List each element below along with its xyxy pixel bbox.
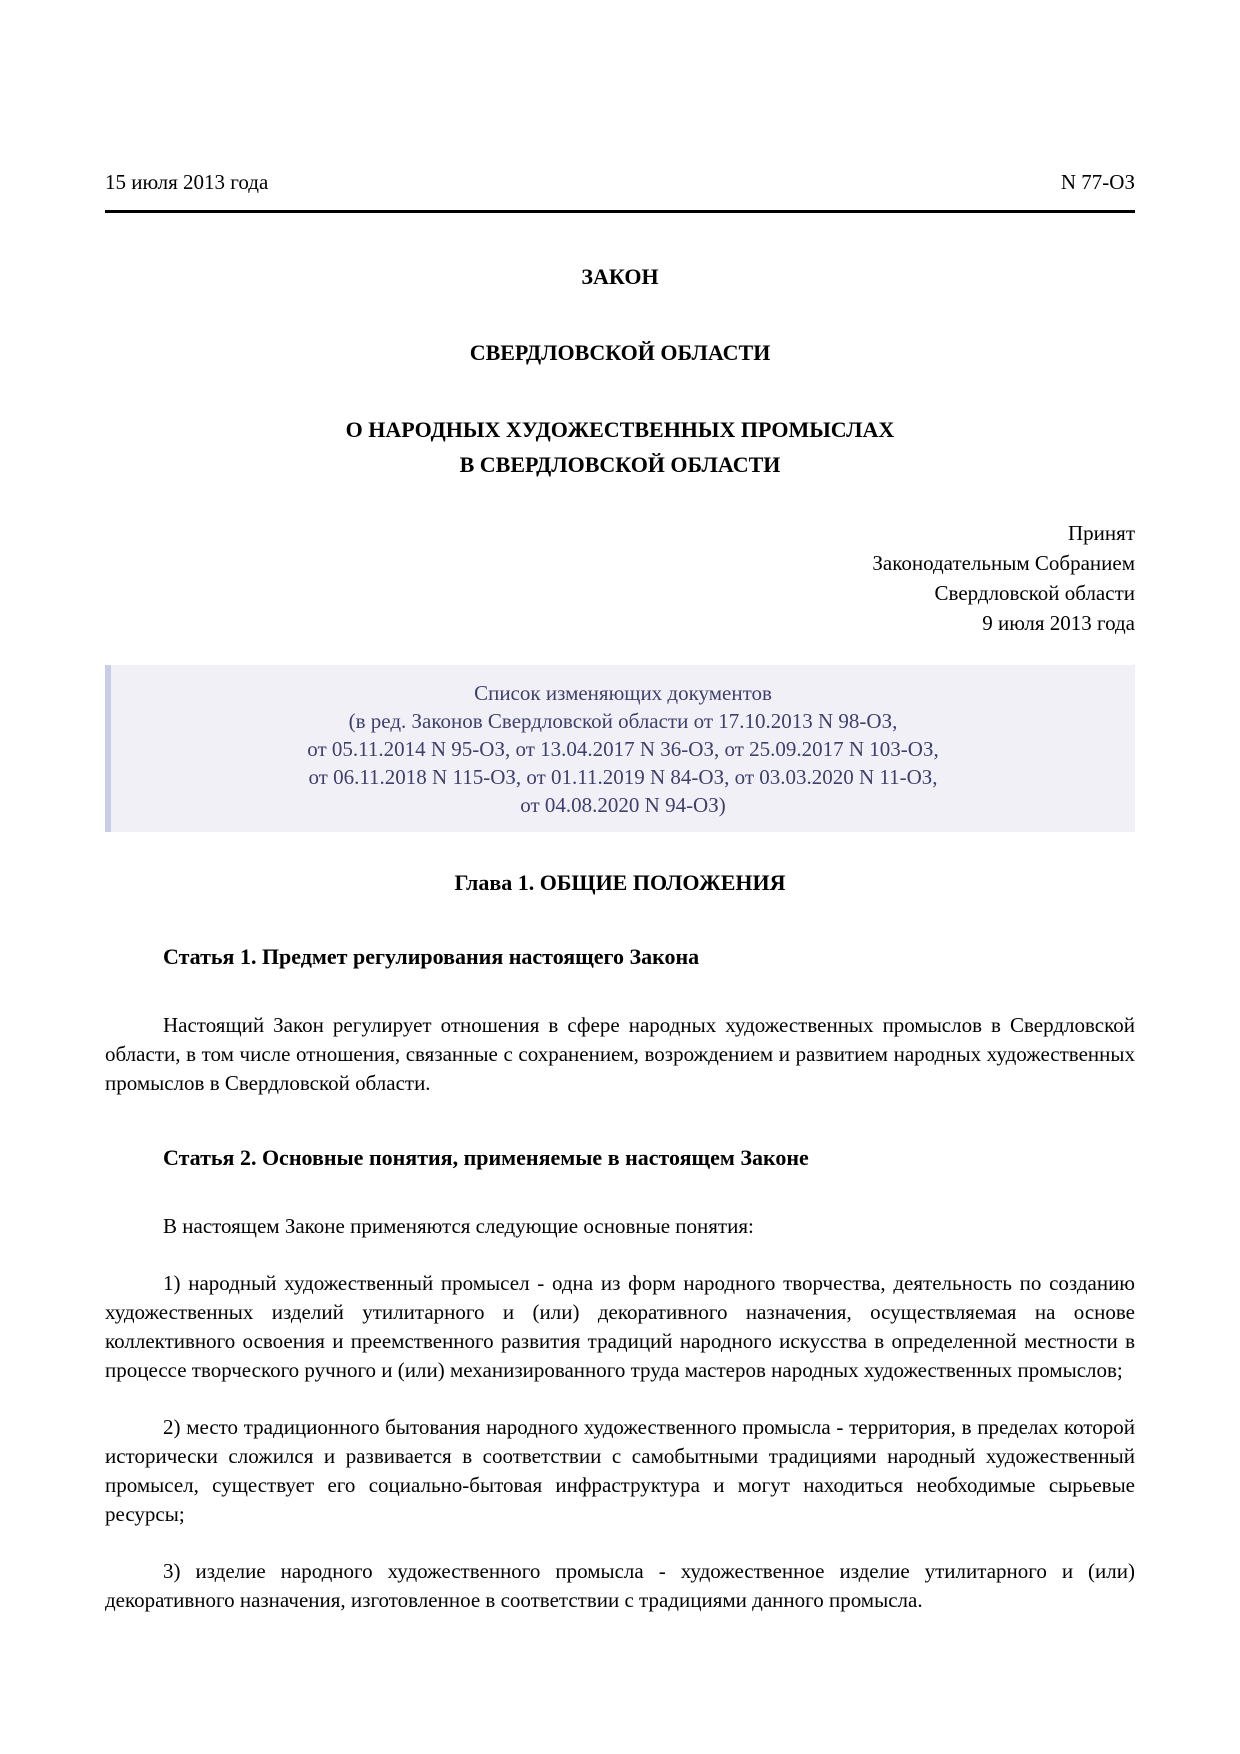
adoption-block	[105, 518, 1135, 638]
article-1-paragraph: Настоящий Закон регулирует отношения в сфере народных художественных промыслов в Свердловской области, в том числе отношения, связанные с сохранением, возрождением и развитием народных художественных промыслов в Свердловской области.	[105, 1013, 1135, 1095]
adoption-line: Законодательным Собранием	[872, 551, 1135, 575]
law-title-region: СВЕРДЛОВСКОЙ ОБЛАСТИ	[469, 340, 771, 365]
adoption-line: 9 июля 2013 года	[982, 611, 1135, 635]
article-2-item-3: 3) изделие народного художественного промысла - художественное изделие утилитарного и (или) декоративного назначения, изготовленное в соответствии с традициями данного промысла.	[105, 1559, 1135, 1612]
law-title-subject-line2: В СВЕРДЛОВСКОЙ ОБЛАСТИ	[459, 452, 781, 477]
law-title-subject	[105, 412, 1135, 482]
amendments-box-title: Список изменяющих документов	[474, 681, 772, 705]
header-date: 15 июля 2013 года	[105, 170, 269, 194]
chapter-heading: Глава 1. ОБЩИЕ ПОЛОЖЕНИЯ	[454, 870, 786, 895]
law-title-subject-line1: О НАРОДНЫХ ХУДОЖЕСТВЕННЫХ ПРОМЫСЛАХ	[345, 417, 895, 442]
amendments-box-line: от 04.08.2020 N 94-ОЗ)	[520, 793, 726, 817]
adoption-line: Свердловской области	[934, 581, 1135, 605]
article-2-intro: В настоящем Законе применяются следующие основные понятия:	[163, 1214, 754, 1238]
amendments-box-line: (в ред. Законов Свердловской области от 17.10.2013 N 98-ОЗ,	[348, 709, 898, 733]
amendments-box-line: от 05.11.2014 N 95-ОЗ, от 13.04.2017 N 36-ОЗ, от 25.09.2017 N 103-ОЗ,	[307, 737, 939, 761]
adoption-line: Принят	[1068, 521, 1135, 545]
amendments-box	[105, 665, 1135, 832]
article-2-heading: Статья 2. Основные понятия, применяемые в настоящем Законе	[163, 1145, 809, 1170]
document-header	[105, 168, 1135, 197]
law-title-word: ЗАКОН	[581, 264, 659, 289]
article-2-item-1: 1) народный художественный промысел - одна из форм народного творчества, деятельность по созданию художественных изделий утилитарного и (или) декоративного назначения, осуществляемая на основе коллективного освоения и преемственного развития традиций народного искусства в определенной местности в процессе творческого ручного и (или) механизированного труда мастеров народных художественных промыслов;	[105, 1271, 1135, 1382]
header-document-number: N 77-ОЗ	[1060, 170, 1135, 194]
article-1-heading: Статья 1. Предмет регулирования настоящего Закона	[163, 944, 700, 969]
amendments-box-line: от 06.11.2018 N 115-ОЗ, от 01.11.2019 N 84-ОЗ, от 03.03.2020 N 11-ОЗ,	[308, 765, 938, 789]
article-2-item-2: 2) место традиционного бытования народного художественного промысла - территория, в пределах которой исторически сложился и развивается в соответствии с самобытными традициями народный художественный промысел, существует его социально-бытовая инфраструктура и могут находиться необходимые сырьевые ресурсы;	[105, 1415, 1135, 1526]
header-divider	[105, 210, 1135, 213]
